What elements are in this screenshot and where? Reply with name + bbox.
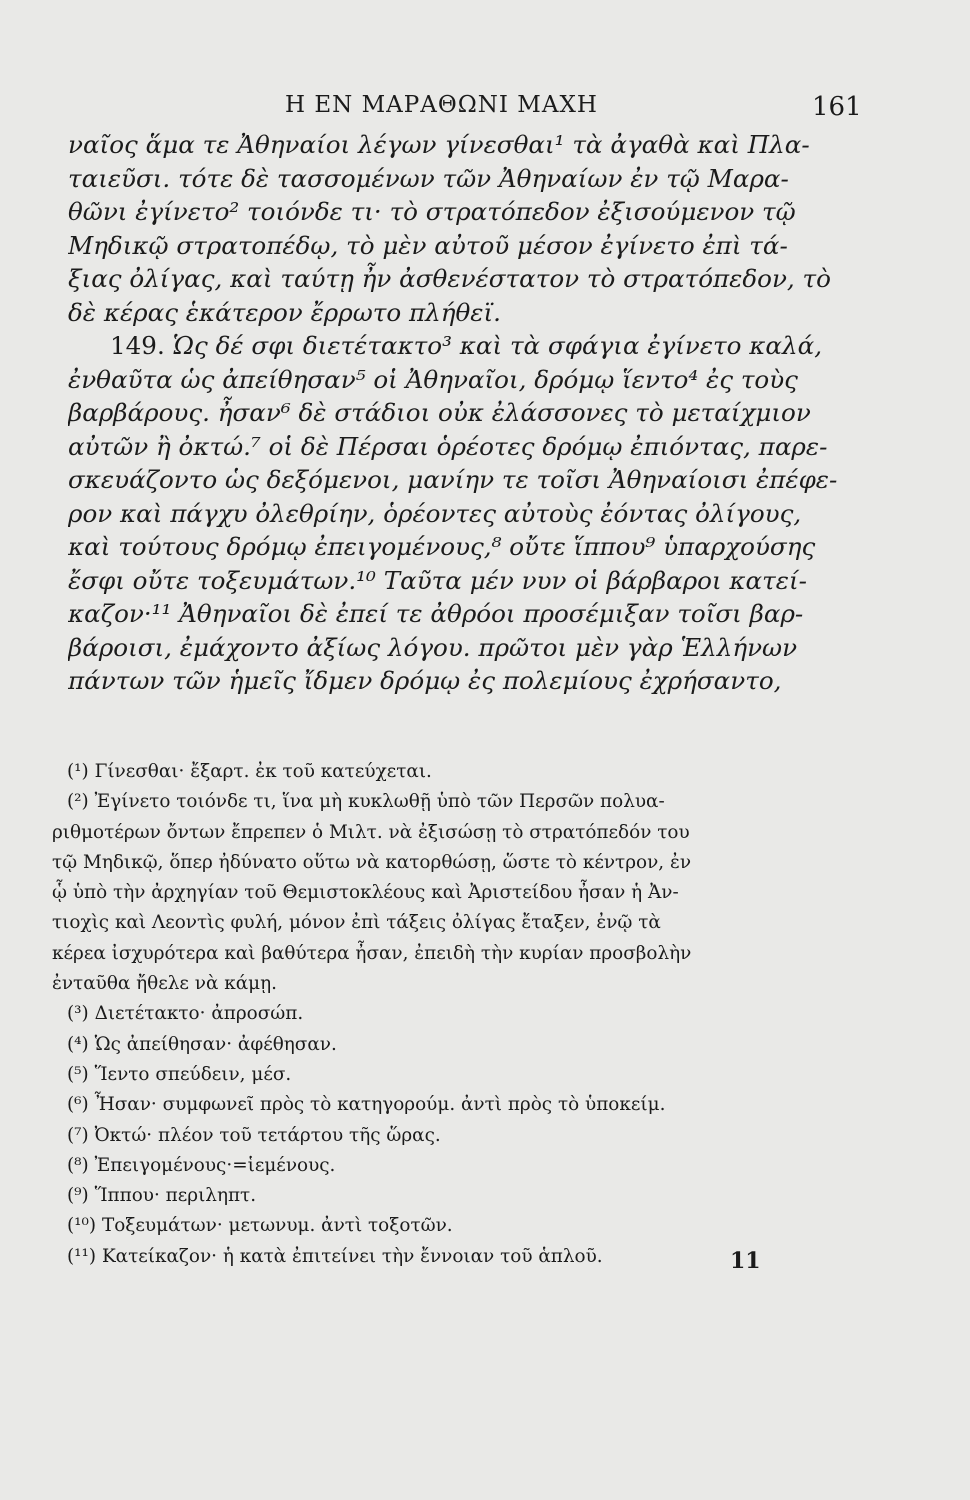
footnote-line: (⁸) Ἐπειγομένους·=ἱεμένους. [67, 1154, 336, 1176]
text-line: ναῖος ἅμα τε Ἀθηναίοι λέγων γίνεσθαι¹ τὰ ἀγαθὰ καὶ Πλα- [68, 130, 810, 159]
footnote-line: (³) Διετέτακτο· ἀπροσώπ. [67, 1003, 304, 1025]
text-line: Μηδικῷ στρατοπέδῳ, τὸ μὲν αὐτοῦ μέσον ἐγίνετο ἐπὶ τά- [68, 230, 788, 260]
text-line: ρον καὶ πάγχυ ὀλεθρίην, ὁρέοντες αὐτοὺς ἐόντας ὀλίγους, [68, 498, 802, 528]
footnote-line: ριθμοτέρων ὄντων ἔπρεπεν ὁ Μιλτ. νὰ ἐξισώσῃ τὸ στρατόπεδόν του [52, 821, 690, 843]
footnote-line: (²) Ἐγίνετο τοιόνδε τι, ἵνα μὴ κυκλωθῇ ὑπὸ τῶν Περσῶν πολυα- [67, 791, 665, 813]
section-first-line: Ὡς δέ σφι διετέτακτο³ καὶ τὰ σφάγια ἐγίνετο καλά, [172, 331, 823, 360]
footnote-line: (¹¹) Κατείκαζον· ἡ κατὰ ἐπιτείνει τὴν ἔννοιαν τοῦ ἁπλοῦ. [67, 1245, 603, 1267]
footnote-line: τῷ Μηδικῷ, ὅπερ ἠδύνατο οὕτω νὰ κατορθώσῃ, ὥστε τὸ κέντρον, ἐν [52, 851, 692, 873]
footnote-line: ᾧ ὑπὸ τὴν ἀρχηγίαν τοῦ Θεμιστοκλέους καὶ Ἀριστείδου ἦσαν ἡ Ἀν- [52, 882, 679, 904]
text-line: σκευάζοντο ὡς δεξόμενοι, μανίην τε τοῖσι Ἀθηναίοισι ἐπέφε- [68, 465, 838, 494]
text-line: ταιεῦσι. τότε δὲ τασσομένων τῶν Ἀθηναίων ἐν τῷ Μαρα- [68, 163, 789, 193]
section-number: 149. [110, 331, 165, 360]
text-line: ξιας ὀλίγας, καὶ ταύτῃ ἦν ἀσθενέστατον τὸ στρατόπεδον, τὸ [68, 264, 831, 293]
page-number: 161 [812, 92, 862, 122]
text-line: δὲ κέρας ἑκάτερον ἔρρωτο πλήθεϊ. [68, 297, 501, 327]
text-line: ἐνθαῦτα ὡς ἀπείθησαν⁵ οἱ Ἀθηναῖοι, δρόμῳ ἵεντο⁴ ἐς τοὺς [68, 364, 798, 394]
text-line: θῶνι ἐγίνετο² τοιόνδε τι· τὸ στρατόπεδον ἐξισούμενον τῷ [68, 197, 796, 226]
text-line: πάντων τῶν ἡμεῖς ἴδμεν δρόμῳ ἐς πολεμίους ἐχρήσαντο, [68, 666, 782, 695]
running-title: Η ΕΝ ΜΑΡΑΘΩΝΙ ΜΑΧΗ [285, 92, 598, 118]
printer-signature: 11 [730, 1248, 761, 1274]
section-start-line [68, 329, 868, 363]
text-line: ἔσφι οὔτε τοξευμάτων.¹⁰ Ταῦτα μέν νυν οἱ βάρβαροι κατεί- [68, 565, 807, 595]
footnote-line: (⁷) Ὀκτώ· πλέον τοῦ τετάρτου τῆς ὥρας. [67, 1124, 441, 1146]
footnote-line: (⁶) Ἦσαν· συμφωνεῖ πρὸς τὸ κατηγορούμ. ἀντὶ πρὸς τὸ ὑποκείμ. [67, 1094, 666, 1116]
footnote-line: (¹) Γίνεσθαι· ἔξαρτ. ἐκ τοῦ κατεύχεται. [67, 761, 432, 782]
text-line: καὶ τούτους δρόμῳ ἐπειγομένους,⁸ οὔτε ἵππου⁹ ὑπαρχούσης [68, 532, 816, 561]
text-line: καζον·¹¹ Ἀθηναῖοι δὲ ἐπεί τε ἀθρόοι προσέμιξαν τοῖσι βαρ- [68, 599, 804, 628]
footnote-line: (⁹) Ἵππου· περιληπτ. [67, 1185, 257, 1207]
footnote-line: τιοχὶς καὶ Λεοντὶς φυλή, μόνον ἐπὶ τάξεις ὀλίγας ἔταξεν, ἐνῷ τὰ [52, 912, 661, 934]
footnote-line: (¹⁰) Τοξευμάτων· μετωνυμ. ἀντὶ τοξοτῶν. [67, 1215, 453, 1237]
footnote-line: (⁴) Ὡς ἀπείθησαν· ἀφέθησαν. [67, 1033, 337, 1055]
page-header [0, 92, 970, 126]
footnote-line: (⁵) Ἵεντο σπεύδειν, μέσ. [67, 1063, 292, 1085]
footnote-line: κέρεα ἰσχυρότερα καὶ βαθύτερα ἦσαν, ἐπειδὴ τὴν κυρίαν προσβολὴν [52, 942, 692, 964]
footnotes [52, 757, 872, 1272]
footnote-line: ἐνταῦθα ἤθελε νὰ κάμῃ. [52, 973, 277, 995]
main-text [68, 128, 868, 698]
text-line: βάροισι, ἐμάχοντο ἀξίως λόγου. πρῶτοι μὲν γὰρ Ἑλλήνων [68, 632, 798, 662]
text-line: βαρβάρους. ἦσαν⁶ δὲ στάδιοι οὐκ ἐλάσσονες τὸ μεταίχμιον [68, 398, 811, 427]
text-line: αὐτῶν ἢ ὀκτώ.⁷ οἱ δὲ Πέρσαι ὁρέοτες δρόμῳ ἐπιόντας, παρε- [68, 431, 828, 461]
